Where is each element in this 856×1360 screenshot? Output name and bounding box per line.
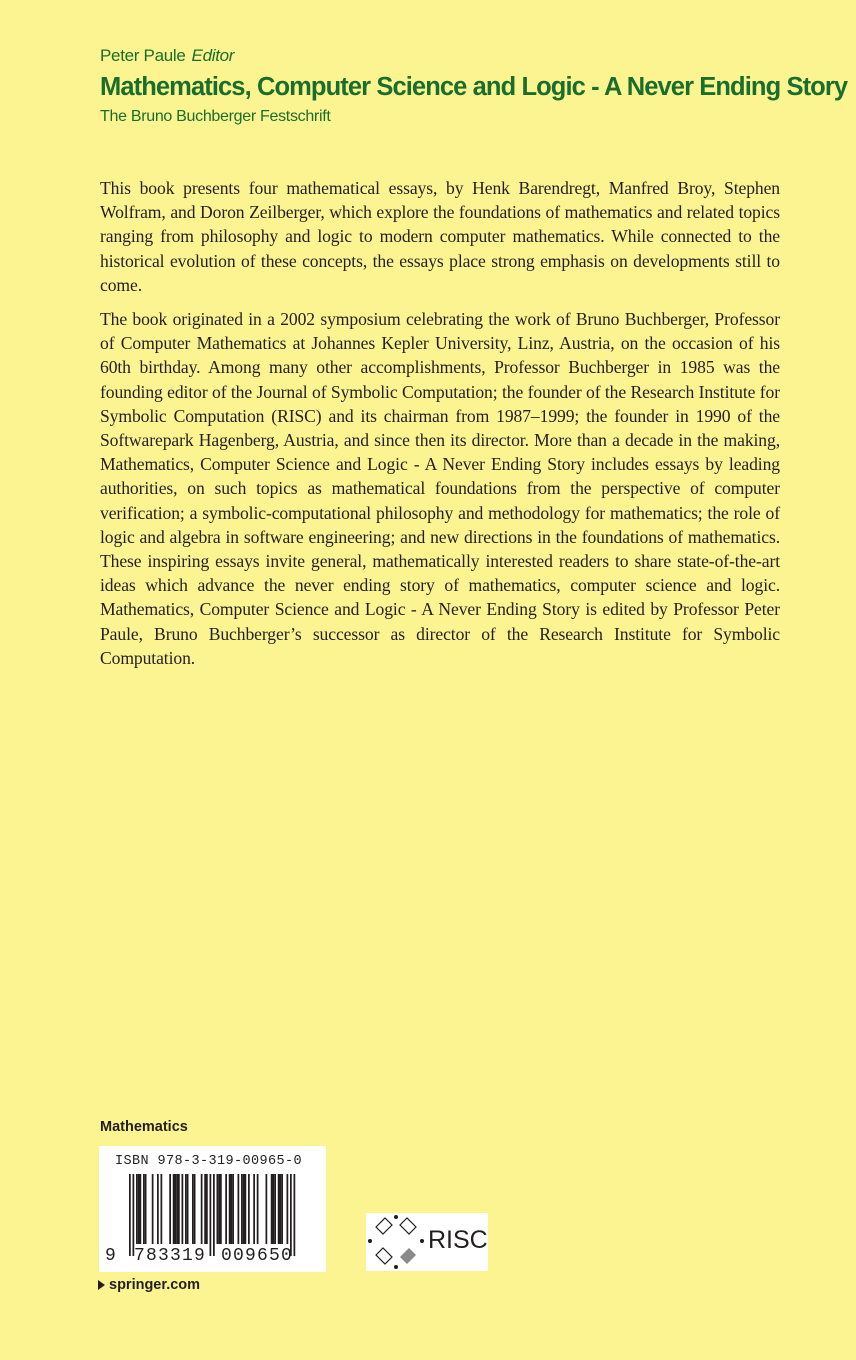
- book-title: Mathematics, Computer Science and Logic - A Never Ending Story: [100, 73, 848, 101]
- barcode-bar: [248, 1174, 250, 1244]
- barcode-bar: [176, 1174, 178, 1244]
- book-subtitle: The Bruno Buchberger Festschrift: [100, 108, 331, 125]
- publisher-website-text: springer.com: [109, 1277, 201, 1293]
- barcode-bar: [157, 1174, 159, 1244]
- barcode-bar: [143, 1174, 145, 1244]
- description-paragraph-1: This book presents four mathematical essays, by Henk Barendregt, Manfred Broy, Stephen Wolfram, and Doron Zeilberger, which explore the foundations of mathematics and related topics ranging from philosophy and logic to modern computer mathematics. While connected to the historical evolution of these concepts, the essays place strong emphasis on developments still to come.: [100, 178, 780, 295]
- barcode-bar: [281, 1174, 283, 1244]
- barcode-bar: [201, 1174, 203, 1244]
- barcode-bar: [218, 1174, 220, 1244]
- barcode-bar: [136, 1174, 138, 1244]
- editor-line: [100, 44, 800, 68]
- barcode-bar: [175, 1174, 177, 1244]
- barcode-bar: [169, 1174, 171, 1244]
- barcode-bar: [278, 1174, 280, 1244]
- barcode-bar: [129, 1174, 131, 1256]
- barcode-bar: [220, 1174, 222, 1244]
- risc-logo-text: RISC: [428, 1226, 488, 1254]
- barcode-bar: [185, 1174, 187, 1244]
- book-description: [100, 176, 780, 680]
- editor-role: Editor: [191, 46, 235, 65]
- barcode-bar: [241, 1174, 243, 1244]
- barcode-left-digits: 783319: [134, 1246, 207, 1266]
- barcode-bar: [225, 1174, 227, 1244]
- barcode-bar: [140, 1174, 142, 1244]
- barcode-bar: [192, 1174, 194, 1244]
- barcode-bar: [213, 1174, 215, 1256]
- barcode-bar: [133, 1174, 135, 1256]
- triangle-arrow-icon: [98, 1280, 105, 1290]
- barcode-bar: [229, 1174, 231, 1244]
- barcode-bar: [161, 1174, 163, 1244]
- barcode-bar: [232, 1174, 234, 1244]
- barcode-bar: [253, 1174, 255, 1244]
- barcode-bar: [266, 1174, 268, 1244]
- barcode-bar: [217, 1174, 219, 1244]
- description-paragraph-2: The book originated in a 2002 symposium celebrating the work of Bruno Buchberger, Professor of Computer Mathematics at Johannes Kepler University, Linz, Austria, on the occasion of his 60th birthday. Among many other accomplishments, Professor Buchberger in 1985 was the founding editor of the Journal of Symbolic Computation; the founder of the Research Institute for Symbolic Computation (RISC) and its chairman from 1987–1999; the founder in 1990 of the Softwarepark Hagenberg, Austria, and since then its director. More than a decade in the making, Mathematics, Computer Science and Logic - A Never Ending Story includes essays by leading authorities, on such topics as mathematical foundations from the perspective of computer verification; a symbolic-computational philosophy and methodology for mathematics; the role of logic and algebra in software engineering; and new directions in the foundations of mathematics. These inspiring essays invite general, mathematically interested readers to share state-of-the-art ideas which advance the never ending story of mathematics, computer science and logic. Mathematics, Computer Science and Logic - A Never Ending Story is edited by Professor Peter Paule, Bruno Buchberger’s successor as director of the Research Institute for Symbolic Computation.: [100, 309, 780, 668]
- editor-name: Peter Paule: [100, 46, 186, 65]
- barcode-right-digits: 009650: [221, 1246, 294, 1266]
- barcode-bar: [273, 1174, 275, 1244]
- subject-category: Mathematics: [100, 1119, 188, 1135]
- barcode-bar: [287, 1174, 289, 1244]
- barcode-bar: [238, 1174, 240, 1244]
- isbn-barcode: [99, 1146, 326, 1272]
- barcode-bar: [294, 1174, 296, 1256]
- barcode-bar: [243, 1174, 245, 1244]
- barcode-bar: [173, 1174, 175, 1244]
- barcode-bar: [145, 1174, 147, 1244]
- barcode-bar: [257, 1174, 259, 1244]
- publisher-website-link[interactable]: [98, 1277, 200, 1293]
- barcode-bar: [182, 1174, 184, 1244]
- barcode-bar: [290, 1174, 292, 1256]
- barcode-bar: [204, 1174, 206, 1244]
- barcode-bar: [245, 1174, 247, 1244]
- barcode-bar: [271, 1174, 273, 1244]
- barcode-bar: [280, 1174, 282, 1244]
- risc-logo: [366, 1213, 488, 1271]
- barcode-bar: [187, 1174, 189, 1244]
- barcode-bar: [194, 1174, 196, 1244]
- barcode-bar: [210, 1174, 212, 1256]
- barcode-bar: [274, 1174, 276, 1244]
- barcode-bar: [206, 1174, 208, 1244]
- cover-header: [100, 44, 848, 128]
- barcode-bar: [231, 1174, 233, 1244]
- barcode-lead-digit: 9: [105, 1246, 116, 1266]
- risc-arrows-icon: [366, 1213, 428, 1271]
- isbn-label: ISBN 978-3-319-00965-0: [115, 1154, 303, 1169]
- barcode-bar: [138, 1174, 140, 1244]
- barcode-bar: [152, 1174, 154, 1244]
- barcode-bar: [178, 1174, 180, 1244]
